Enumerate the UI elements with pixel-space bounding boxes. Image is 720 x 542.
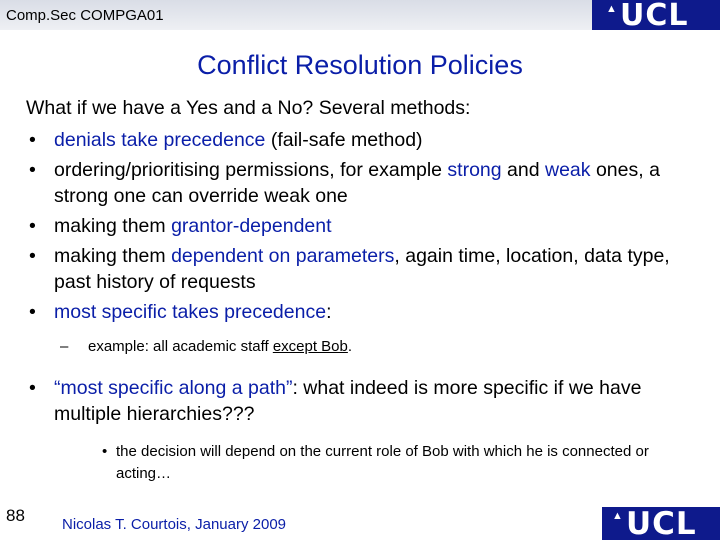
bullet-highlight: dependent on parameters (171, 245, 395, 267)
course-code: Comp.Sec COMPGA01 (6, 7, 164, 24)
bullet-icon: • (29, 377, 36, 399)
portico-icon: ▲ (606, 3, 617, 15)
bullet-highlight: denials take precedence (54, 129, 266, 151)
bullet-item-ordering (26, 157, 706, 209)
bullet-text: , again time, location, data type, past history of requests (54, 245, 670, 293)
bullet-text: ones, a strong one can override weak one (54, 159, 660, 207)
bullet-icon: • (29, 301, 36, 323)
bullet-icon: • (29, 159, 36, 181)
intro-text: What if we have a Yes and a No? Several methods: (26, 97, 471, 119)
bullet-text: : what indeed is more specific if we have multiple hierarchies??? (54, 377, 642, 425)
bullet-text: and (501, 159, 545, 181)
bullet-icon: • (29, 215, 36, 237)
bullet-item-most-specific (26, 299, 706, 325)
dash-icon: – (60, 338, 69, 355)
bullet-highlight: “most specific along a path” (54, 377, 293, 399)
bullet-highlight: strong (447, 159, 502, 181)
slide-number: 88 (6, 506, 25, 525)
footer-author: Nicolas T. Courtois, January 2009 (62, 516, 287, 533)
bullet-text: : (326, 301, 332, 323)
ucl-logo (592, 0, 720, 33)
bullet-text: making them (54, 245, 172, 267)
bullet-item-parameters (26, 243, 706, 295)
bullet-icon: • (102, 443, 108, 460)
slide-title: Conflict Resolution Policies (197, 50, 523, 80)
slide-content (26, 95, 706, 485)
ucl-footer-logo-text: UCL (626, 506, 697, 542)
bullet-highlight: most specific takes precedence (54, 301, 327, 323)
sub-bullet-underlined: except Bob (272, 338, 348, 355)
header-bar (0, 0, 720, 33)
bullet-item-path (26, 375, 706, 427)
sub-sub-bullet-text: the decision will depend on the current role of Bob with which he is connected or acting… (116, 443, 649, 482)
sub-sub-bullet-decision (26, 441, 676, 485)
bullet-text: ordering/prioritising permissions, for example (54, 159, 448, 181)
ucl-footer-logo (602, 507, 720, 540)
bullet-icon: • (29, 129, 36, 151)
bullet-text: (fail-safe method) (265, 129, 423, 151)
bullet-text: making them (54, 215, 172, 237)
bullet-item-denials (26, 127, 706, 153)
ucl-logo-text: UCL (620, 0, 689, 33)
bullet-item-grantor (26, 213, 706, 239)
bullet-icon: • (29, 245, 36, 267)
portico-icon: ▲ (612, 510, 623, 522)
sub-bullet-text: . (347, 338, 353, 355)
bullet-highlight: weak (545, 159, 591, 181)
bullet-highlight: grantor-dependent (171, 215, 332, 237)
sub-bullet-text: example: all academic staff (88, 338, 273, 355)
sub-bullet-example (26, 337, 706, 357)
